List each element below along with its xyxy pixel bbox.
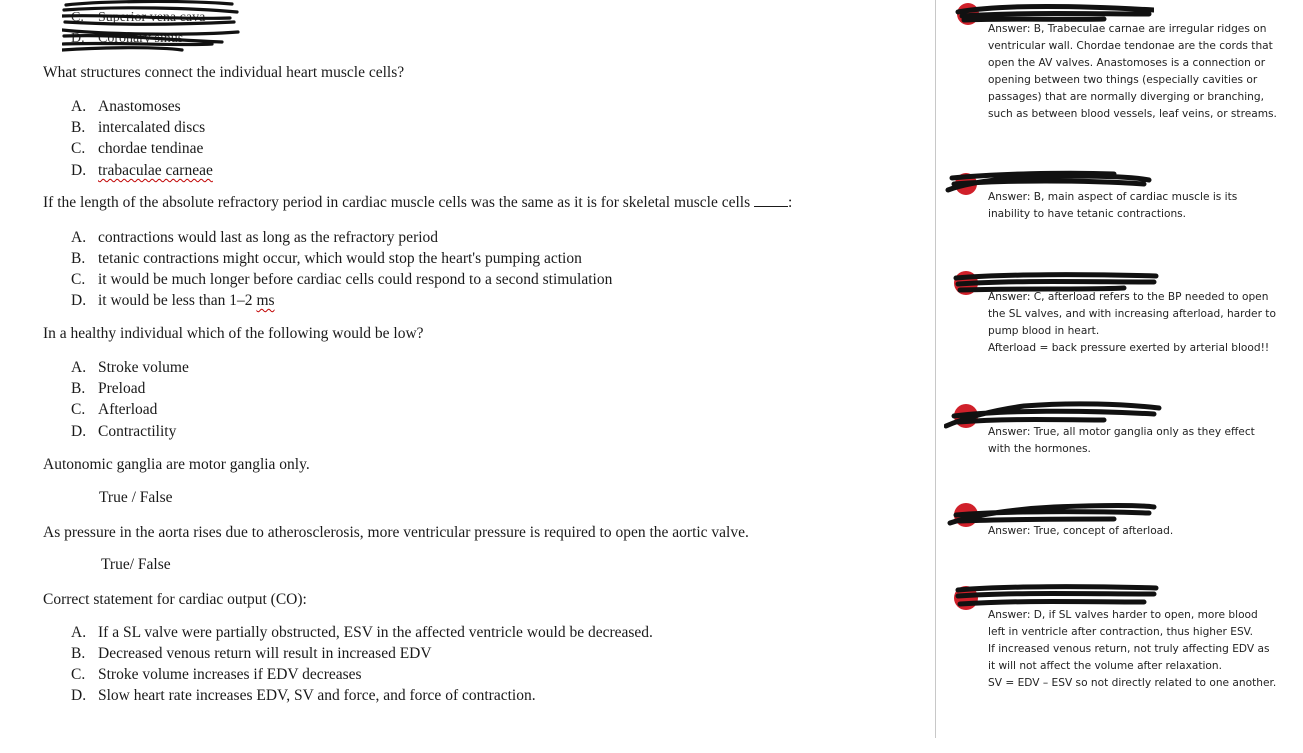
comment-pane [936, 0, 1303, 753]
q2-option-d: D. it would be less than 1–2 ms [71, 292, 275, 309]
question-5: As pressure in the aorta rises due to atherosclerosis, more ventricular pressure is required to open the aortic valve. [43, 524, 749, 541]
comment-1[interactable]: Answer: B, Trabeculae carnae are irregular ridges on ventricular wall. Chordae tendonae are the cords that open the AV valves. Anastomoses is a connection or opening between two things (especially cavities or passages) that are normally diverging or branching, such as between blood vessels, leaf veins, or streams. [988, 23, 1277, 120]
comment-6[interactable]: Answer: D, if SL valves harder to open, more blood left in ventricle after contraction, thus higher ESV. If increased venous return, not truly affecting EDV as it will not affect the volume after relaxation. SV = EDV – ESV so not directly related to one another. [988, 609, 1277, 689]
q3-option-a: A. Stroke volume [71, 359, 189, 376]
q4-true-false: True / False [99, 489, 173, 506]
comment-2[interactable]: Answer: B, main aspect of cardiac muscle is its inability to have tetanic contractions. [988, 191, 1238, 220]
q2-option-b: B. tetanic contractions might occur, which would stop the heart's pumping action [71, 250, 582, 267]
q6-option-b: B. Decreased venous return will result in increased EDV [71, 645, 432, 662]
comment-5[interactable]: Answer: True, concept of afterload. [988, 525, 1174, 537]
option-c-partial: C. Superior vena cava [71, 10, 206, 25]
question-6: Correct statement for cardiac output (CO): [43, 591, 307, 608]
q2-option-a: A. contractions would last as long as the refractory period [71, 229, 439, 246]
q3-option-d: D. Contractility [71, 423, 177, 440]
q1-option-d: D. trabaculae carneae [71, 162, 213, 179]
comment-3[interactable]: Answer: C, afterload refers to the BP needed to open the SL valves, and with increasing afterload, harder to pump blood in heart. Afterload = back pressure exerted by arterial blood!! [988, 291, 1276, 354]
question-4: Autonomic ganglia are motor ganglia only. [43, 456, 310, 473]
q3-option-c: C. Afterload [71, 401, 158, 418]
q5-true-false: True/ False [101, 556, 171, 573]
scribble-redaction [62, 0, 252, 55]
q6-option-d: D. Slow heart rate increases EDV, SV and force, and force of contraction. [71, 687, 536, 704]
q3-option-b: B. Preload [71, 380, 146, 397]
q1-option-c: C. chordae tendinae [71, 140, 204, 157]
q6-option-c: C. Stroke volume increases if EDV decreases [71, 666, 362, 683]
question-3: In a healthy individual which of the following would be low? [43, 325, 424, 342]
question-2: If the length of the absolute refractory period in cardiac muscle cells was the same as it is for skeletal muscle cells : [43, 194, 793, 211]
q1-option-a: A. Anastomoses [71, 98, 181, 115]
answer-blank [754, 194, 788, 207]
option-d-partial: D. Coronary sinus [71, 31, 184, 46]
q2-option-c: C. it would be much longer before cardiac cells could respond to a second stimulation [71, 271, 613, 288]
question-1: What structures connect the individual heart muscle cells? [43, 64, 405, 81]
q6-option-a: A. If a SL valve were partially obstructed, ESV in the affected ventricle would be decreased. [71, 624, 653, 641]
comment-4[interactable]: Answer: True, all motor ganglia only as they effect with the hormones. [988, 426, 1255, 455]
q1-option-b: B. intercalated discs [71, 119, 206, 136]
